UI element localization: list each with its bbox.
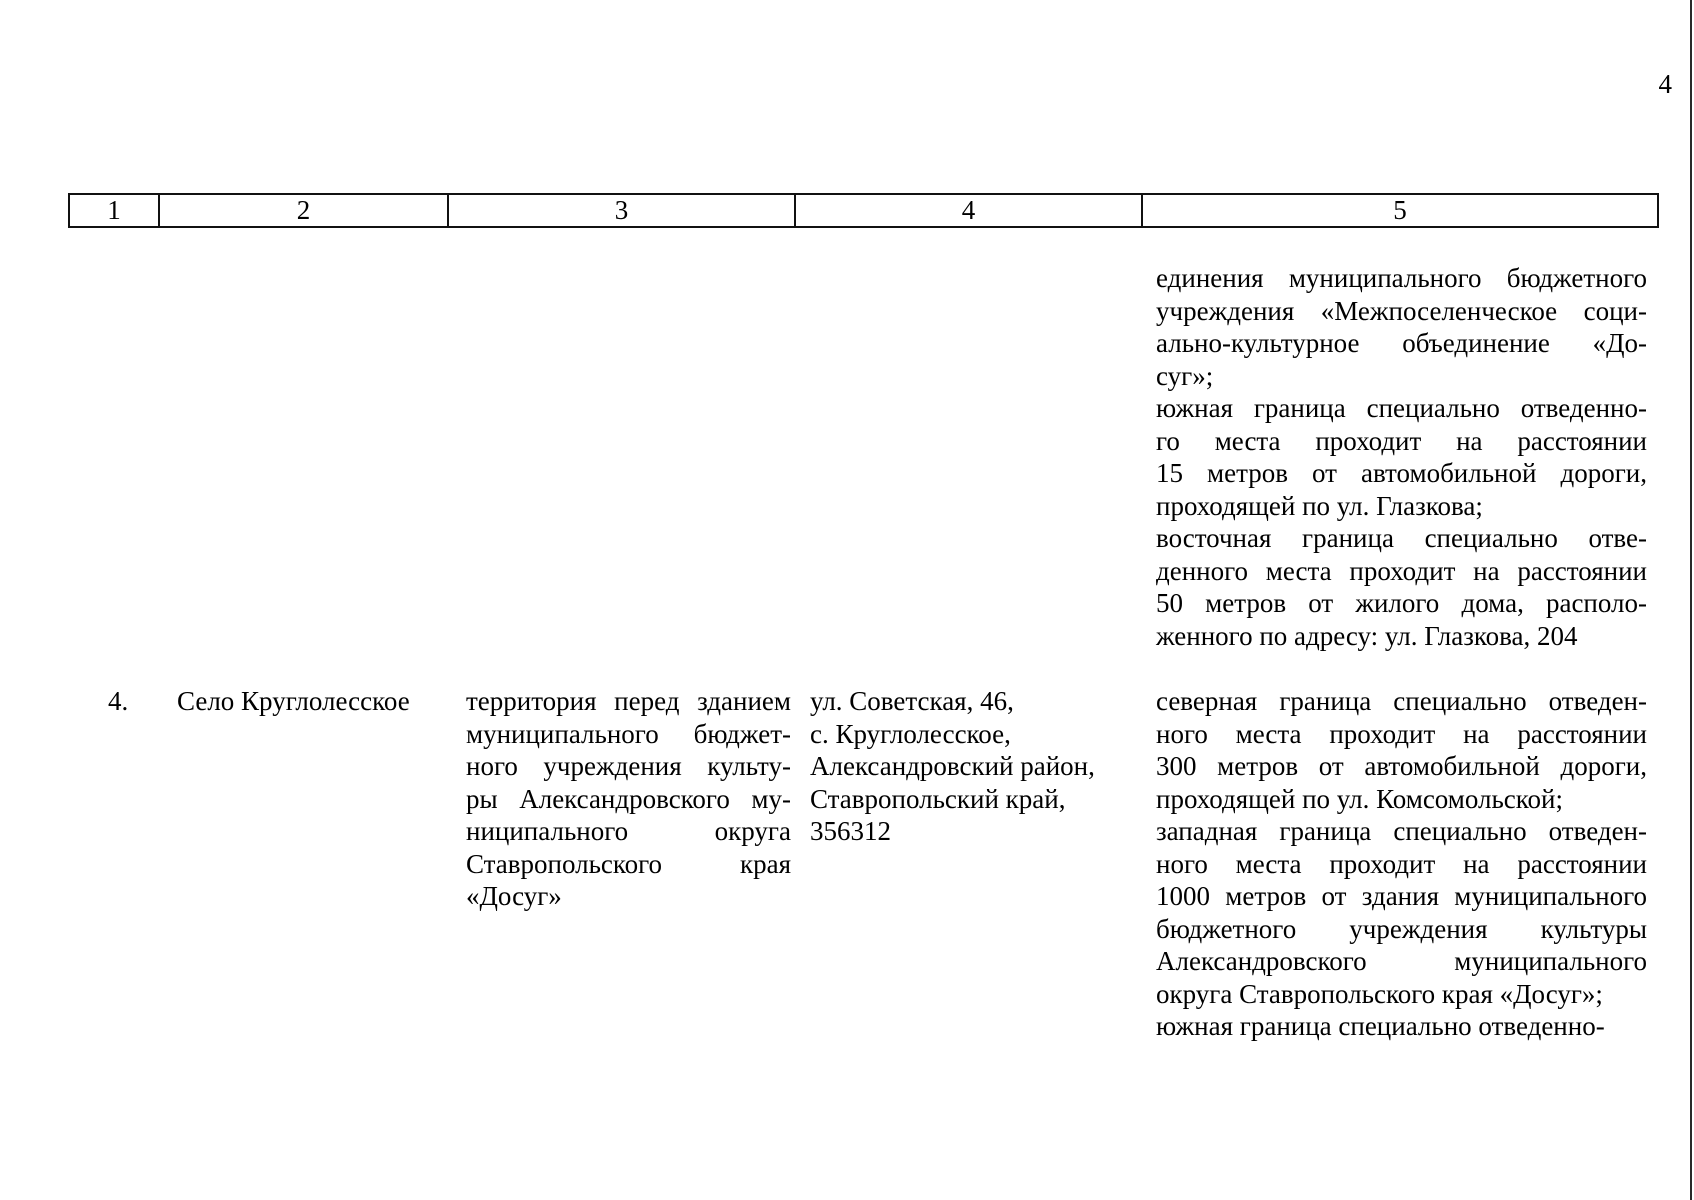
header-col-5: 5: [1142, 194, 1658, 227]
text-line: проходящей по ул. Комсомольской;: [1156, 783, 1563, 814]
text-line: учреждения «Межпоселенческое соци-: [1156, 295, 1647, 326]
text-line: ного места проходит на расстоянии: [1156, 848, 1647, 879]
text-line: ного учреждения культу-: [466, 751, 791, 781]
text-line: 50 метров от жилого дома, располо-: [1156, 588, 1647, 618]
territory-description: [466, 685, 791, 913]
text-line: 356312: [810, 816, 891, 846]
address: [810, 685, 1140, 848]
text-line: южная граница специально отведенно-: [1156, 1011, 1605, 1041]
settlement-name: Село Круглолесское: [177, 686, 410, 716]
row-number: 4.: [108, 686, 129, 716]
header-col-2: 2: [159, 194, 448, 227]
text-line: ры Александровского му-: [466, 783, 791, 814]
text-line: западная граница специально отведен-: [1156, 816, 1647, 846]
text-line: «Досуг»: [466, 881, 562, 911]
text-line: бюджетного учреждения культуры: [1156, 913, 1647, 944]
text-line: округа Ставропольского края «Досуг»;: [1156, 978, 1603, 1009]
text-line: восточная граница специально отве-: [1156, 523, 1647, 553]
text-line: муниципального бюджет-: [466, 718, 791, 749]
header-col-3: 3: [448, 194, 795, 227]
text-line: Ставропольского края: [466, 848, 791, 879]
text-line: ально-культурное объединение «До-: [1156, 328, 1647, 358]
text-line: женного по адресу: ул. Глазкова, 204: [1156, 620, 1578, 651]
text-line: го места проходит на расстоянии: [1156, 425, 1647, 456]
text-line: суг»;: [1156, 360, 1214, 391]
text-line: 300 метров от автомобильной дороги,: [1156, 751, 1647, 781]
text-line: территория перед зданием: [466, 686, 791, 716]
text-line: Александровского муниципального: [1156, 946, 1647, 976]
header-col-1: 1: [69, 194, 159, 227]
page-number: 4: [1658, 69, 1672, 99]
text-line: единения муниципального бюджетного: [1156, 263, 1647, 293]
text-line: Александровский район,: [810, 751, 1095, 781]
text-line: ного места проходит на расстоянии: [1156, 718, 1647, 749]
text-line: ул. Советская, 46,: [810, 686, 1014, 716]
text-line: 15 метров от автомобильной дороги,: [1156, 458, 1647, 488]
column-number-header: [68, 193, 1659, 228]
text-line: денного места проходит на расстоянии: [1156, 555, 1647, 586]
boundary-description: [1156, 685, 1647, 1043]
text-line: южная граница специально отведенно-: [1156, 393, 1647, 423]
header-row: [69, 194, 1658, 227]
header-col-4: 4: [795, 194, 1142, 227]
text-line: 1000 метров от здания муниципального: [1156, 881, 1647, 911]
text-line: ниципального округа: [466, 816, 791, 846]
page-edge: [1690, 0, 1692, 1200]
text-line: с. Круглолесское,: [810, 718, 1011, 749]
text-line: северная граница специально отведен-: [1156, 686, 1647, 716]
text-line: проходящей по ул. Глазкова;: [1156, 490, 1483, 521]
continued-boundary-description: [1156, 262, 1647, 652]
text-line: Ставропольский край,: [810, 783, 1066, 814]
